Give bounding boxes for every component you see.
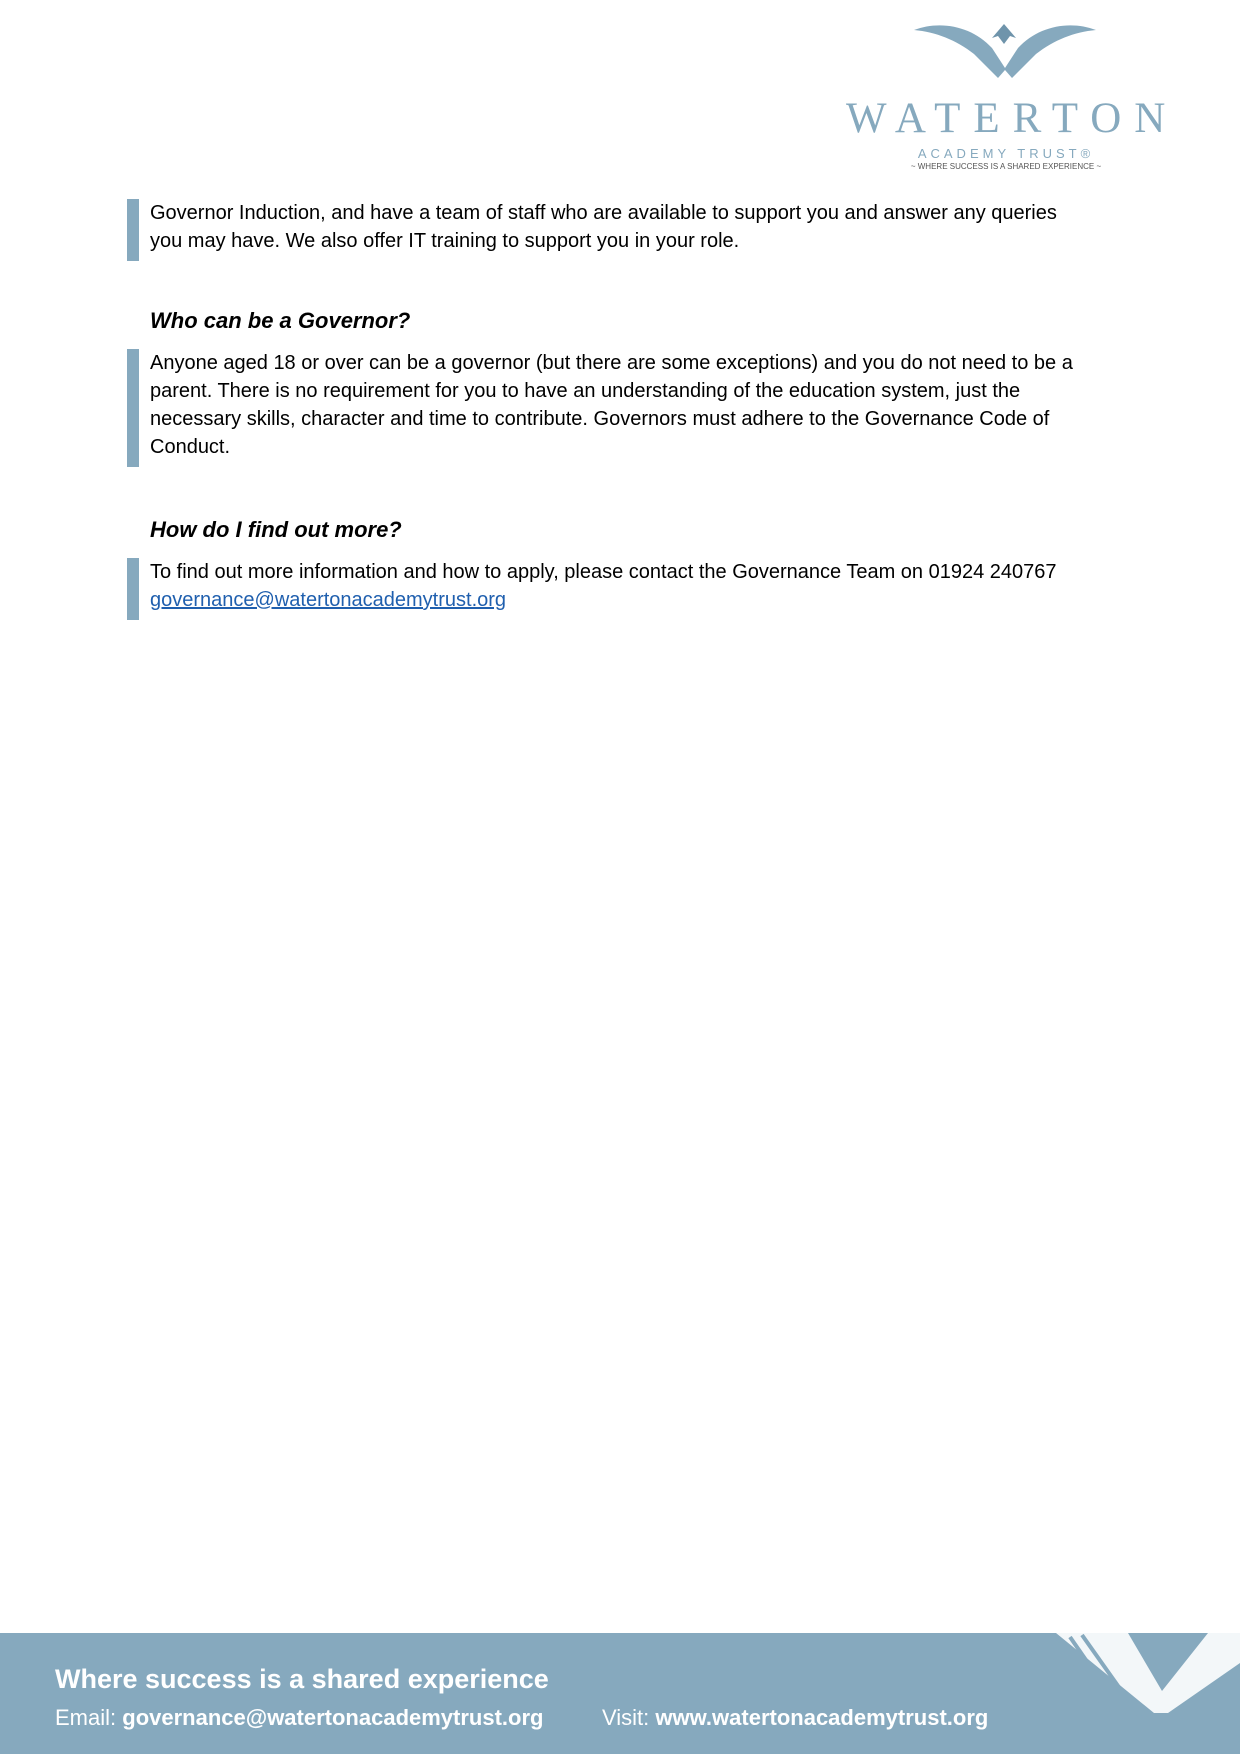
intro-text: Governor Induction, and have a team of staff who are available to support you and answer any queries you may have. We also offer IT training to support you in your role. [150,202,1057,252]
section-heading-who: Who can be a Governor? [150,308,411,333]
footer-website-url[interactable]: www.watertonacademytrust.org [655,1705,989,1730]
waterton-mark-icon [1050,1633,1240,1754]
section-paragraph-more [127,558,1087,614]
document-body [127,199,1087,614]
footer-slogan: Where success is a shared experience [55,1664,549,1694]
page-footer [0,1633,1240,1754]
footer-email [55,1705,543,1731]
logo-tagline: ~ WHERE SUCCESS IS A SHARED EXPERIENCE ~ [910,162,1102,171]
footer-email-address[interactable]: governance@watertonacademytrust.org [122,1705,544,1730]
section-text-who: Anyone aged 18 or over can be a governor (but there are some exceptions) and you do not need to be a parent. There is no requirement for you to have an understanding of the education system, just the necessary skills, character and time to contribute. Governors must adhere to the Governance Code of Conduct. [150,352,1073,458]
logo-wordmark: WATERTON [846,95,1179,142]
intro-paragraph [127,199,1087,255]
footer-visit-label: Visit: [602,1705,650,1730]
governance-email-link[interactable]: governance@watertonacademytrust.org [150,589,507,611]
logo-subtitle: ACADEMY TRUST® [917,146,1095,161]
waterton-logo [846,22,1179,174]
bird-logo-icon [912,22,1098,82]
footer-website [602,1705,988,1731]
section-paragraph-who [127,349,1087,461]
section-heading-more: How do I find out more? [150,517,402,542]
section-text-more: To find out more information and how to apply, please contact the Governance Team on 01924 240767 [150,561,1057,583]
footer-email-label: Email: [55,1705,117,1730]
paragraph-accent-bar [127,558,139,620]
paragraph-accent-bar [127,349,139,467]
paragraph-accent-bar [127,199,139,261]
